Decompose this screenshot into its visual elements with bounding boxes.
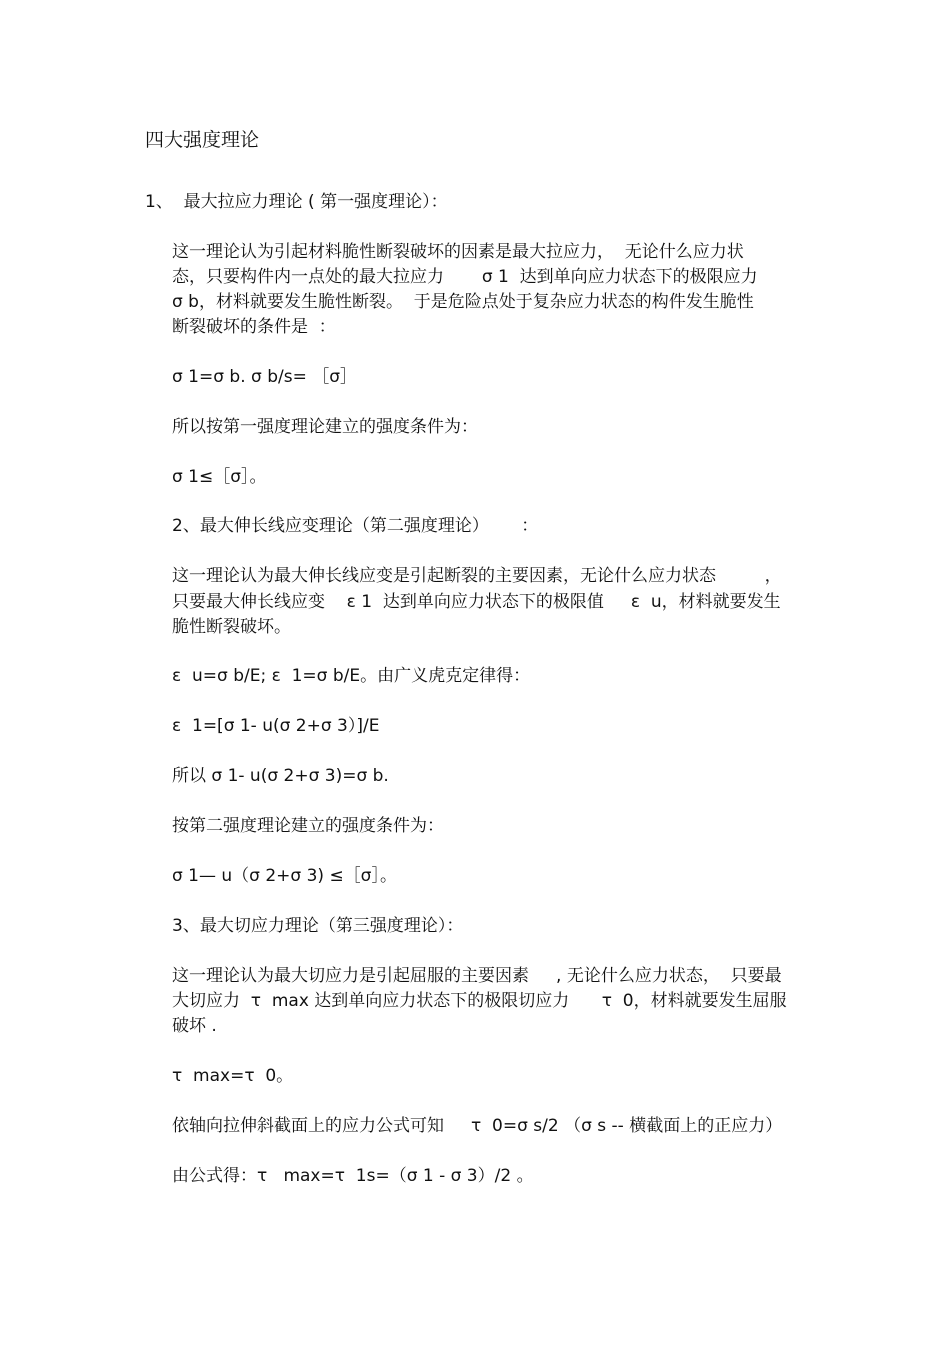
section-1-para-line-3: σ b，材料就要发生脆性断裂。 于是危险点处于复杂应力状态的构件发生脆性 (172, 292, 754, 312)
section-2-heading: 2、最大伸长线应变理论（第二强度理论） ： (172, 516, 539, 536)
section-2-formula-3: 所以 σ 1- u(σ 2+σ 3)=σ b. (172, 766, 389, 786)
section-1-para-line-2: 态，只要构件内一点处的最大拉应力 σ 1 达到单向应力状态下的极限应力 (172, 267, 758, 287)
section-1-para-line-4: 断裂破坏的条件是 ： (172, 317, 336, 337)
section-2-text-1: 按第二强度理论建立的强度条件为： (172, 816, 444, 836)
section-2-formula-4: σ 1— u（σ 2+σ 3) ≤［σ］。 (172, 866, 397, 886)
section-1-formula-2: σ 1≤［σ］。 (172, 467, 267, 487)
section-3-para-line-3: 破坏 . (172, 1016, 217, 1036)
section-2-formula-1: ε u=σ b/E; ε 1=σ b/E。由广义虎克定律得： (172, 666, 531, 686)
section-1-formula-1: σ 1=σ b. σ b/s= ［σ］ (172, 367, 357, 387)
section-1-heading: 1、 最大拉应力理论 ( 第一强度理论）： (145, 192, 448, 212)
section-1-para-line-1: 这一理论认为引起材料脆性断裂破坏的因素是最大拉应力， 无论什么应力状 (172, 242, 744, 262)
section-2-para-line-2: 只要最大伸长线应变 ε 1 达到单向应力状态下的极限值 ε u，材料就要发生 (172, 592, 781, 612)
section-3-formula-2: 由公式得：τ max=τ 1s=（σ 1 - σ 3）/2 。 (172, 1166, 534, 1186)
section-3-para-line-1: 这一理论认为最大切应力是引起屈服的主要因素 , 无论什么应力状态， 只要最 (172, 966, 782, 986)
section-3-para-line-2: 大切应力 τ max 达到单向应力状态下的极限切应力 τ 0，材料就要发生屈服 (172, 991, 787, 1011)
section-3-text-1: 依轴向拉伸斜截面上的应力公式可知 τ 0=σ s/2 （σ s -- 横截面上的正应力） (172, 1116, 783, 1136)
section-2-para-line-3: 脆性断裂破坏。 (172, 617, 291, 637)
section-2-formula-2: ε 1=[σ 1- u(σ 2+σ 3）]/E (172, 716, 380, 736)
section-3-heading: 3、最大切应力理论（第三强度理论）： (172, 916, 464, 936)
section-1-text-1: 所以按第一强度理论建立的强度条件为： (172, 417, 478, 437)
page-title: 四大强度理论 (145, 129, 260, 151)
section-3-formula-1: τ max=τ 0。 (172, 1066, 294, 1086)
section-2-para-line-1: 这一理论认为最大伸长线应变是引起断裂的主要因素，无论什么应力状态 ， (172, 566, 782, 586)
